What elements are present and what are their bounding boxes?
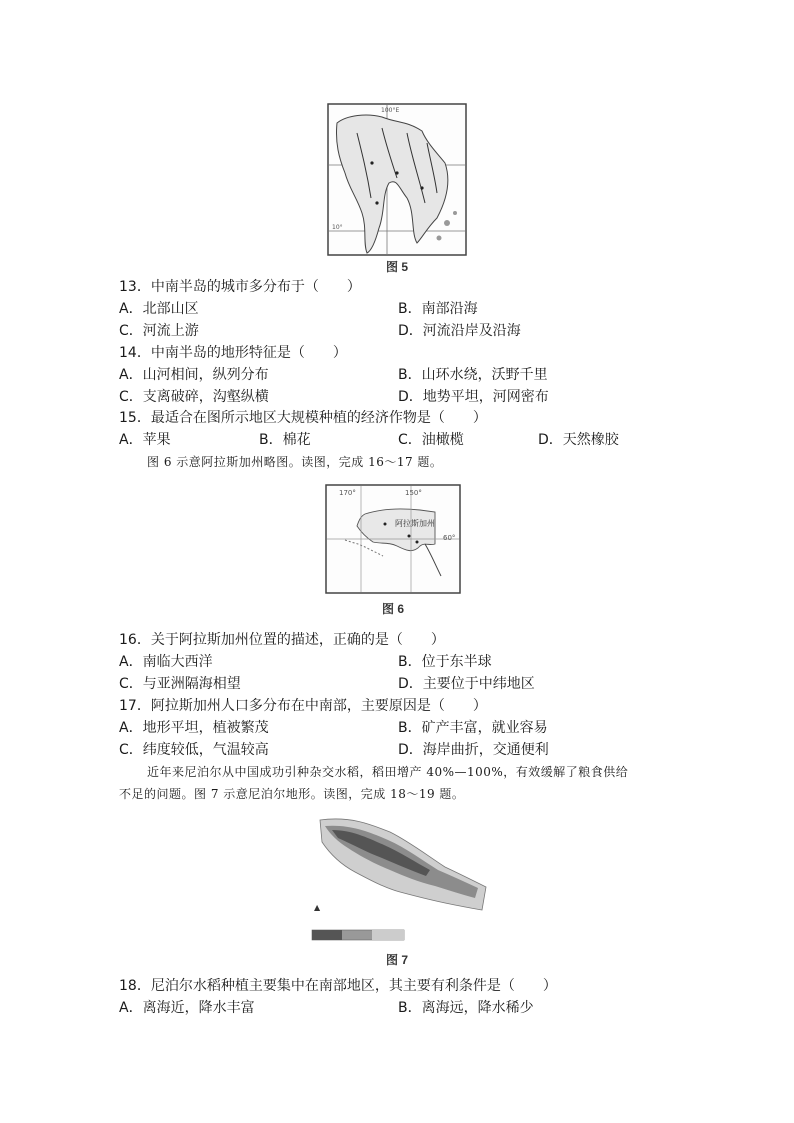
question-14-option-a: A．山河相间，纵列分布	[119, 367, 269, 383]
question-15-option-b: B．棉花	[259, 432, 311, 448]
figure-6-caption: 图 6	[381, 602, 404, 616]
question-16-option-c: C．与亚洲隔海相望	[119, 676, 241, 692]
fig5-lon-label: 100°E	[381, 107, 400, 114]
intro-figure-6: 图 6 示意阿拉斯加州略图。读图，完成 16～17 题。	[147, 455, 443, 469]
question-14-stem: 14．中南半岛的地形特征是（ ）	[119, 345, 347, 361]
question-16-stem: 16．关于阿拉斯加州位置的描述，正确的是（ ）	[119, 632, 445, 648]
fig6-lon2-label: 150°	[405, 489, 422, 497]
figure-7-caption: 图 7	[385, 953, 408, 967]
question-15-option-d: D．天然橡胶	[538, 432, 619, 448]
fig6-lat-label: 60°	[443, 534, 456, 542]
question-18-option-a: A．离海近，降水丰富	[119, 1000, 255, 1016]
figure-5-map	[327, 103, 467, 258]
figure-5-caption: 图 5	[385, 260, 408, 274]
figure-7-map	[310, 812, 490, 952]
question-17-option-c: C．纬度较低，气温较高	[119, 742, 269, 758]
figure-6-map	[325, 484, 461, 596]
question-15-option-c: C．油橄榄	[398, 432, 464, 448]
question-16-option-b: B．位于东半球	[398, 654, 492, 670]
question-14-option-c: C．支离破碎，沟壑纵横	[119, 389, 269, 405]
svg-text:▲: ▲	[314, 903, 321, 912]
fig5-lat-label: 10°	[332, 224, 343, 231]
question-13-option-c: C．河流上游	[119, 323, 199, 339]
question-13-option-a: A．北部山区	[119, 301, 199, 317]
question-13-option-b: B．南部沿海	[398, 301, 478, 317]
question-16-option-a: A．南临大西洋	[119, 654, 213, 670]
intro-figure-7-line-1: 近年来尼泊尔从中国成功引种杂交水稻，稻田增产 40%—100%，有效缓解了粮食供给	[147, 765, 629, 779]
question-17-option-a: A．地形平坦，植被繁茂	[119, 720, 269, 736]
fig6-region-label: 阿拉斯加州	[395, 519, 435, 528]
question-16-option-d: D．主要位于中纬地区	[398, 676, 535, 692]
intro-figure-7-line-2: 不足的问题。图 7 示意尼泊尔地形。读图，完成 18～19 题。	[119, 787, 465, 801]
question-14-option-b: B．山环水绕，沃野千里	[398, 367, 548, 383]
question-15-stem: 15．最适合在图所示地区大规模种植的经济作物是（ ）	[119, 410, 487, 426]
question-17-option-d: D．海岸曲折，交通便利	[398, 742, 549, 758]
question-17-option-b: B．矿产丰富，就业容易	[398, 720, 548, 736]
question-15-option-a: A．苹果	[119, 432, 171, 448]
fig6-lon1-label: 170°	[339, 489, 356, 497]
question-13-option-d: D．河流沿岸及沿海	[398, 323, 521, 339]
question-14-option-d: D．地势平坦，河网密布	[398, 389, 549, 405]
question-18-stem: 18．尼泊尔水稻种植主要集中在南部地区，其主要有利条件是（ ）	[119, 978, 557, 994]
question-13-stem: 13．中南半岛的城市多分布于（ ）	[119, 279, 361, 295]
question-18-option-b: B．离海远，降水稀少	[398, 1000, 534, 1016]
question-17-stem: 17．阿拉斯加州人口多分布在中南部，主要原因是（ ）	[119, 698, 487, 714]
